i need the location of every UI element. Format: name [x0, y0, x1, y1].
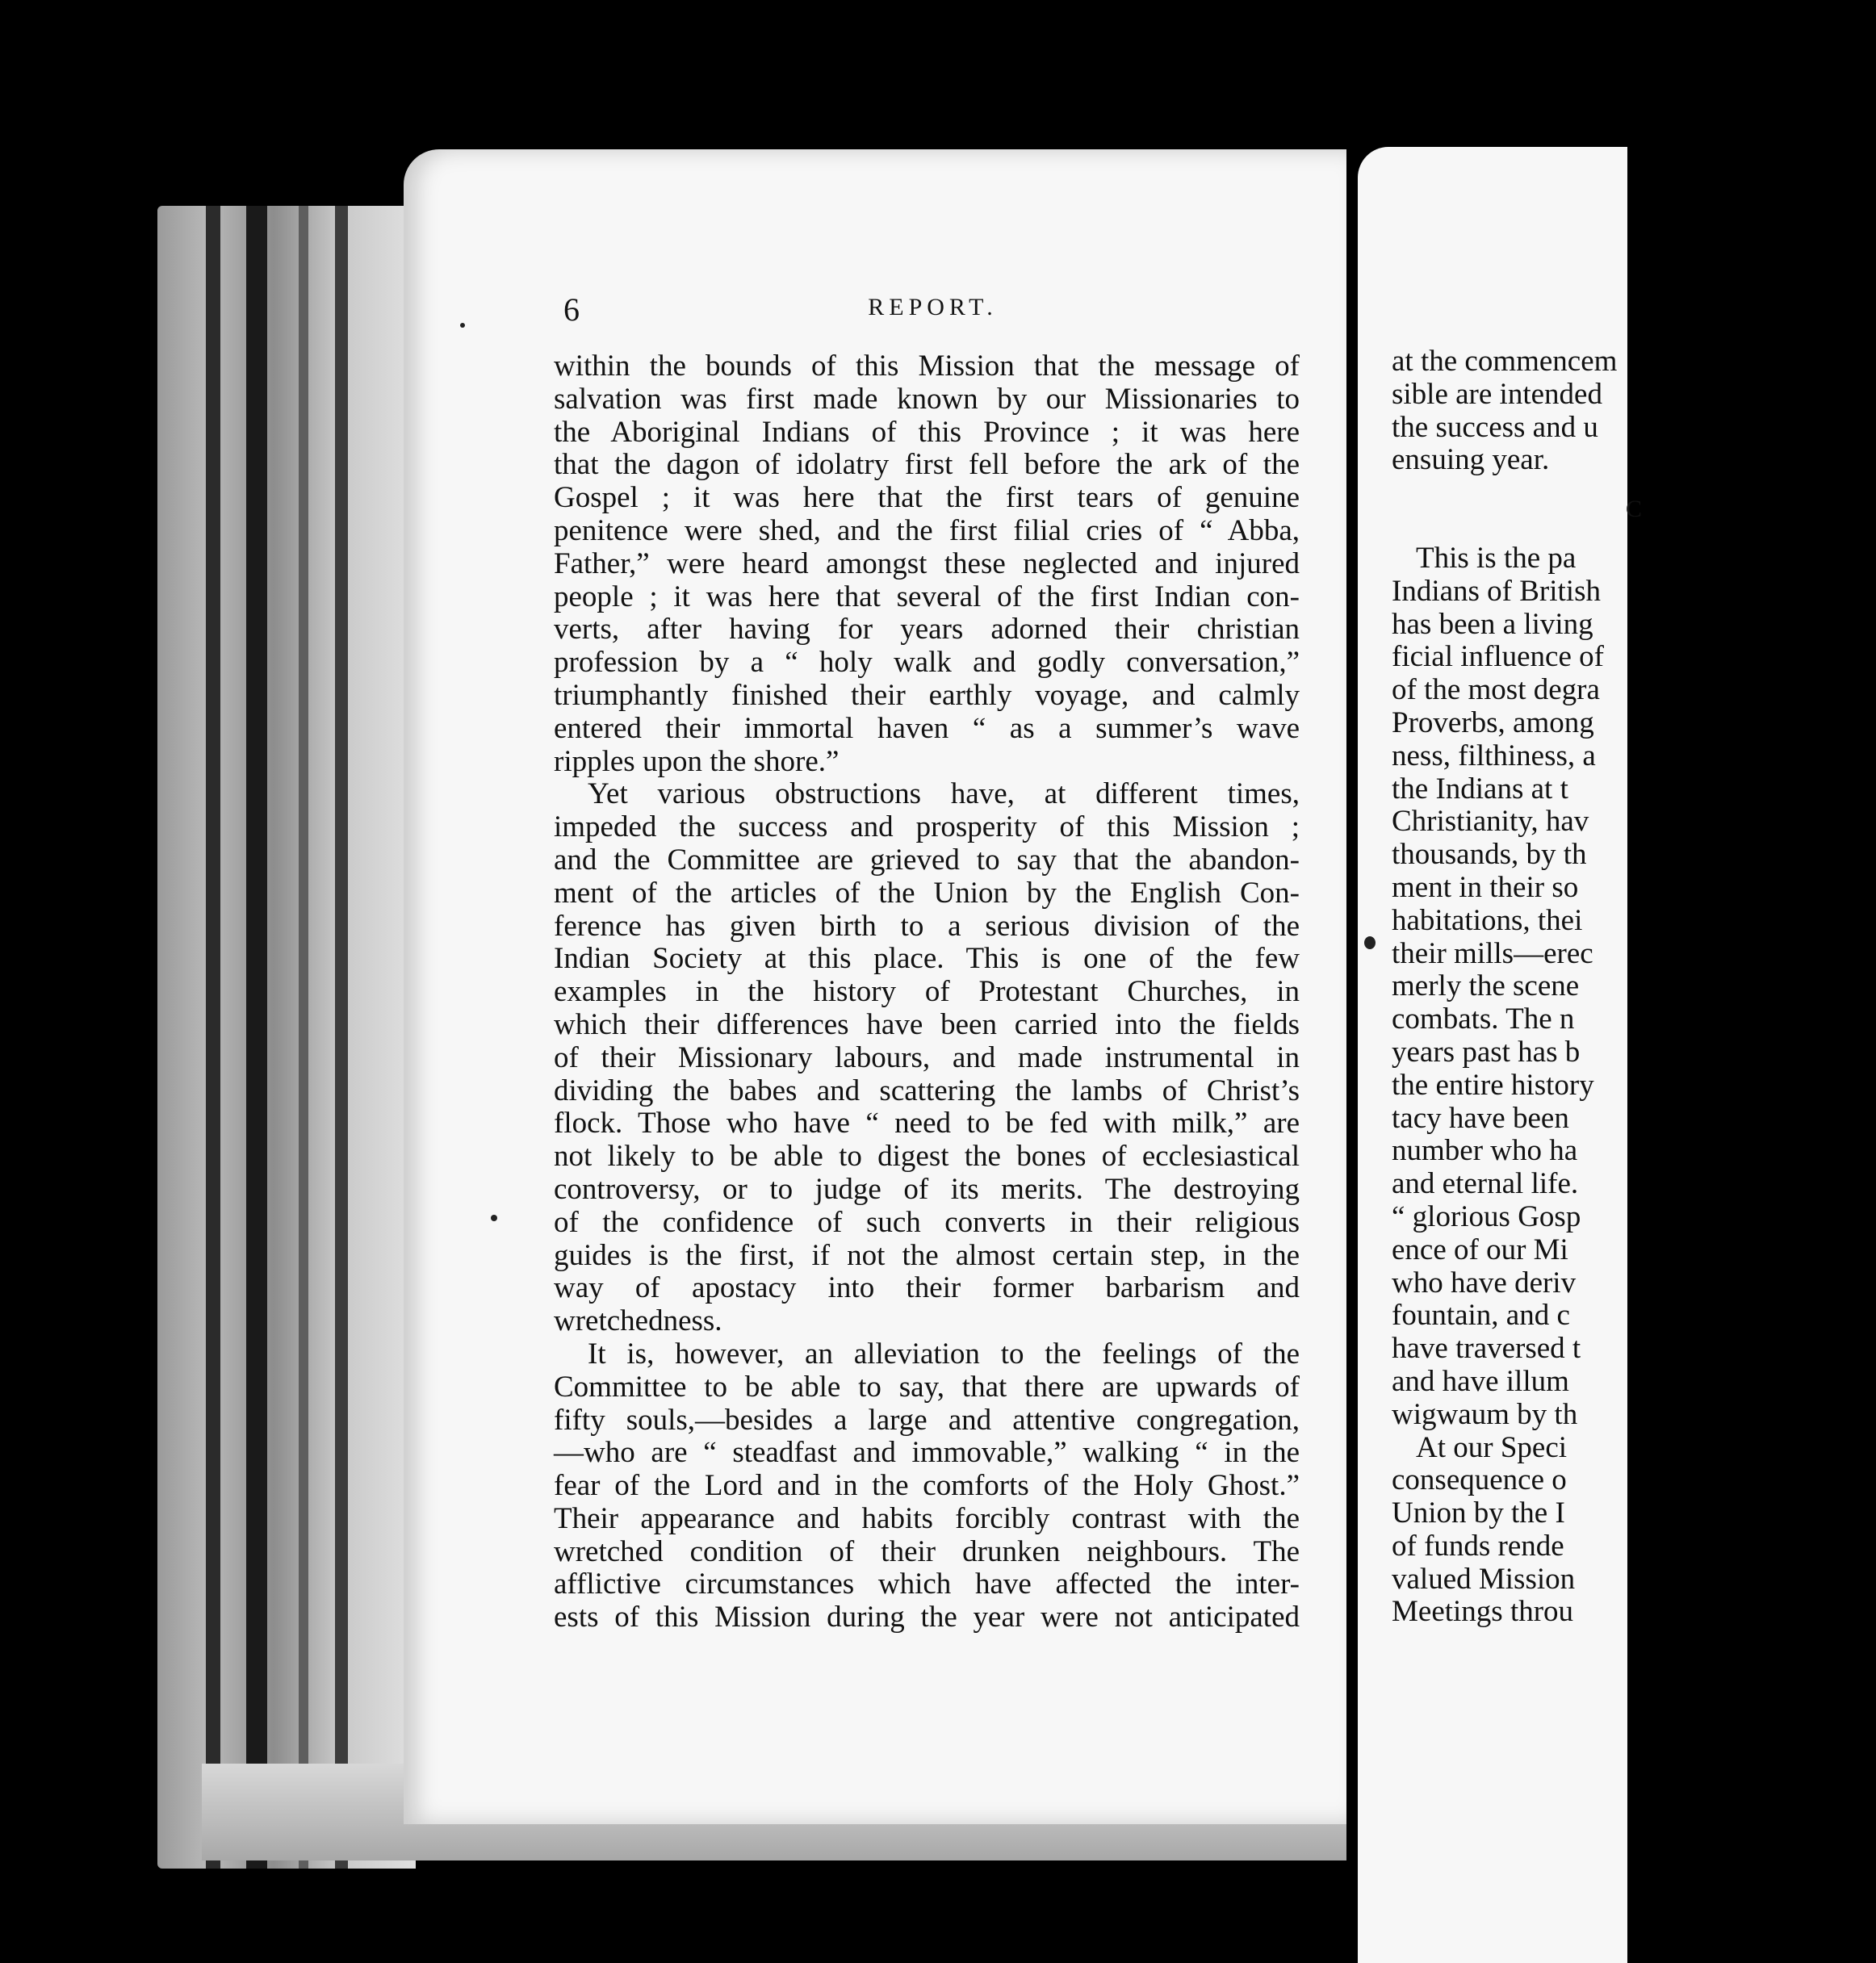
- left-page-body-text: [554, 350, 1300, 1634]
- right-text-line: and eternal life.: [1392, 1167, 1579, 1201]
- text-line: Father,” were heard amongst these neglected and injured: [554, 546, 1300, 580]
- book-binding-edge: [157, 206, 416, 1869]
- text-line: of the confidence of such converts in their religious: [554, 1205, 1300, 1239]
- right-text-line: ness, filthiness, a: [1392, 739, 1596, 772]
- right-text-line: thousands, by th: [1392, 838, 1587, 872]
- right-text-line: Christianity, hav: [1392, 805, 1589, 839]
- right-page: [1358, 147, 1646, 1963]
- text-line: controversy, or to judge of its merits. The destroying: [554, 1172, 1300, 1206]
- text-line: the Aboriginal Indians of this Province ; it was here: [554, 415, 1300, 449]
- text-line: within the bounds of this Mission that the message of: [554, 349, 1300, 383]
- right-section-heading: C: [1626, 496, 1646, 523]
- right-text-line: Proverbs, among: [1392, 705, 1594, 739]
- right-text-line: has been a living: [1392, 607, 1593, 641]
- right-text-line: ensuing year.: [1392, 443, 1550, 477]
- text-line: Yet various obstructions have, at different times,: [588, 777, 1300, 811]
- text-line: wretchedness.: [554, 1304, 722, 1338]
- text-line: impeded the success and prosperity of this Mission ;: [554, 810, 1300, 844]
- text-line: fear of the Lord and in the comforts of the Holy Ghost.”: [554, 1469, 1300, 1503]
- text-line: that the dagon of idolatry first fell before the ark of the: [554, 448, 1300, 482]
- text-line: Committee to be able to say, that there are upwards of: [554, 1370, 1300, 1404]
- right-text-line: who have deriv: [1392, 1266, 1577, 1300]
- right-text-line: years past has b: [1392, 1035, 1581, 1069]
- text-line: guides is the first, if not the almost certain step, in the: [554, 1238, 1300, 1272]
- right-text-line: sible are intended: [1392, 377, 1602, 411]
- right-text-line: fountain, and c: [1392, 1299, 1570, 1333]
- text-line: ests of this Mission during the year were not anticipated: [554, 1601, 1300, 1634]
- right-text-line: number who ha: [1392, 1134, 1578, 1168]
- right-text-line: of funds rende: [1392, 1529, 1564, 1563]
- right-text-line: This is the pa: [1416, 541, 1577, 575]
- text-line: flock. Those who have “ need to be fed with milk,” are: [554, 1107, 1300, 1141]
- ink-speck: [1364, 936, 1376, 949]
- right-text-line: Union by the I: [1392, 1496, 1565, 1530]
- right-text-line: Indians of British: [1392, 574, 1601, 608]
- text-line: ripples upon the shore.”: [554, 744, 840, 778]
- right-text-line: merly the scene: [1392, 969, 1580, 1003]
- binding-shadow-band: [246, 206, 267, 1869]
- text-line: entered their immortal haven “ as a summer’s wave: [554, 711, 1300, 745]
- text-line: which their differences have been carried into the fields: [554, 1007, 1300, 1041]
- right-text-line: habitations, thei: [1392, 903, 1583, 937]
- text-line: verts, after having for years adorned their christian: [554, 613, 1300, 647]
- text-line: profession by a “ holy walk and godly conversation,”: [554, 646, 1300, 680]
- right-text-line: “ glorious Gosp: [1392, 1199, 1581, 1233]
- right-text-line: their mills—erec: [1392, 936, 1593, 970]
- right-text-line: combats. The n: [1392, 1002, 1575, 1036]
- text-line: Their appearance and habits forcibly contrast with the: [554, 1501, 1300, 1535]
- text-line: examples in the history of Protestant Churches, in: [554, 975, 1300, 1009]
- right-text-line: Meetings throu: [1392, 1595, 1574, 1629]
- right-text-line: of the most degra: [1392, 673, 1600, 707]
- text-line: dividing the babes and scattering the lambs of Christ’s: [554, 1074, 1300, 1107]
- text-line: ment of the articles of the Union by the English Con-: [554, 876, 1300, 910]
- text-line: penitence were shed, and the first filial cries of “ Abba,: [554, 513, 1300, 547]
- binding-shadow-band: [206, 206, 220, 1869]
- text-line: way of apostacy into their former barbarism and: [554, 1271, 1300, 1305]
- text-line: not likely to be able to digest the bones of ecclesiastical: [554, 1140, 1300, 1174]
- page-gutter: [1346, 149, 1358, 1893]
- right-text-line: tacy have been: [1392, 1101, 1569, 1135]
- text-line: Indian Society at this place. This is one of the few: [554, 942, 1300, 976]
- right-text-line: at the commencem: [1392, 345, 1618, 378]
- text-line: and the Committee are grieved to say that the abandon-: [554, 843, 1300, 877]
- right-text-line: valued Mission: [1392, 1562, 1576, 1596]
- page-number: 6: [563, 291, 580, 328]
- ink-speck: [460, 323, 465, 328]
- right-text-line: ficial influence of: [1392, 640, 1604, 674]
- right-text-line: the success and u: [1392, 410, 1598, 444]
- right-text-line: the Indians at t: [1392, 772, 1568, 806]
- right-text-line: wigwaum by th: [1392, 1397, 1578, 1431]
- text-line: —who are “ steadfast and immovable,” walking “ in the: [554, 1436, 1300, 1470]
- page-header: [563, 291, 1302, 331]
- text-line: afflictive circumstances which have affected the inter-: [554, 1567, 1300, 1601]
- binding-shadow-band: [299, 206, 308, 1869]
- right-page-text: [1392, 345, 1876, 1629]
- right-text-line: ment in their so: [1392, 870, 1579, 904]
- running-head: REPORT.: [868, 294, 998, 320]
- ink-speck: [491, 1215, 497, 1221]
- right-text-line: ence of our Mi: [1392, 1233, 1568, 1266]
- text-line: wretched condition of their drunken neighbours. The: [554, 1534, 1300, 1568]
- text-line: of their Missionary labours, and made instrumental in: [554, 1040, 1300, 1074]
- text-line: salvation was first made known by our Missionaries to: [554, 382, 1300, 416]
- right-text-line: have traversed t: [1392, 1332, 1581, 1366]
- text-line: people ; it was here that several of the first Indian con-: [554, 580, 1300, 613]
- text-line: fifty souls,—besides a large and attentive congregation,: [554, 1403, 1300, 1437]
- right-text-line: At our Speci: [1416, 1430, 1568, 1464]
- text-line: ference has given birth to a serious division of the: [554, 909, 1300, 943]
- right-text-line: consequence o: [1392, 1463, 1567, 1497]
- right-text-line: the entire history: [1392, 1068, 1594, 1102]
- text-line: It is, however, an alleviation to the feelings of the: [588, 1337, 1300, 1371]
- right-text-line: and have illum: [1392, 1364, 1569, 1398]
- text-line: triumphantly finished their earthly voyage, and calmly: [554, 678, 1300, 712]
- binding-shadow-band: [335, 206, 348, 1869]
- text-line: Gospel ; it was here that the first tears of genuine: [554, 481, 1300, 515]
